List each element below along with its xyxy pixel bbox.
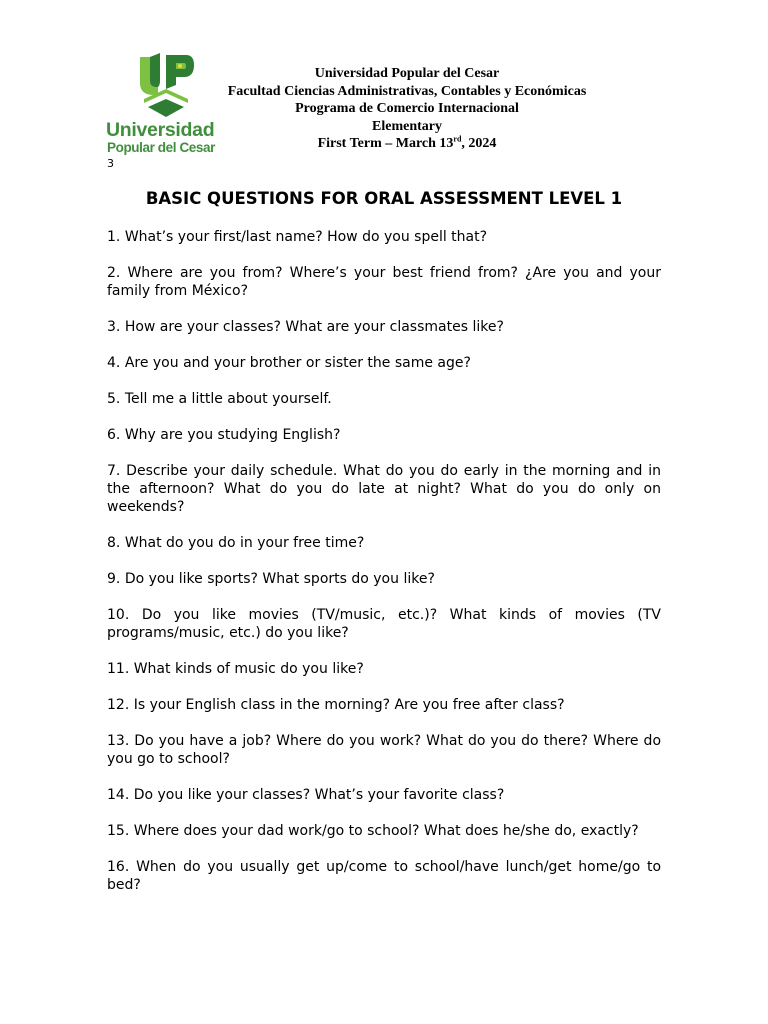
- question-text: Do you have a job? Where do you work? What do you do there? Where do you go to school?: [107, 733, 662, 767]
- logo-wordmark-line1: Universidad: [106, 119, 215, 141]
- question-number: 7.: [107, 463, 121, 479]
- question-number: 1.: [107, 229, 121, 245]
- question-number: 2.: [107, 265, 121, 281]
- header-university: Universidad Popular del Cesar: [314, 66, 500, 81]
- page-number: 3: [107, 157, 114, 170]
- question-item: [107, 696, 661, 714]
- question-item: [107, 390, 661, 408]
- header-term: [200, 135, 614, 153]
- question-number: 13.: [107, 733, 130, 749]
- question-item: [107, 462, 661, 516]
- question-number: 6.: [107, 427, 121, 443]
- question-text: Do you like movies (TV/music, etc.)? What kinds of movies (TV programs/music, etc.) do you like?: [107, 607, 662, 641]
- question-number: 8.: [107, 535, 121, 551]
- question-item: [107, 822, 661, 840]
- question-number: 10.: [107, 607, 130, 623]
- question-text: Do you like your classes? What’s your favorite class?: [133, 787, 505, 803]
- header-level: Elementary: [372, 118, 442, 134]
- question-text: What do you do in your free time?: [124, 535, 365, 551]
- header-program: Programa de Comercio Internacional: [295, 101, 519, 117]
- question-number: 11.: [107, 661, 130, 677]
- question-item: [107, 570, 661, 588]
- header-faculty: Facultad Ciencias Administrativas, Contables y Económicas: [227, 83, 587, 99]
- question-text: Are you and your brother or sister the same age?: [124, 355, 471, 371]
- question-item: [107, 264, 661, 300]
- document-header: [200, 65, 614, 153]
- question-number: 16.: [107, 859, 130, 875]
- logo-wordmark-line2: Popular del Cesar: [107, 140, 215, 155]
- question-number: 12.: [107, 697, 130, 713]
- question-text: Do you like sports? What sports do you like?: [124, 571, 435, 587]
- question-text: Where are you from? Where’s your best friend from? ¿Are you and your family from México?: [107, 265, 661, 299]
- question-number: 3.: [107, 319, 121, 335]
- question-text: What’s your first/last name? How do you spell that?: [124, 229, 488, 245]
- question-item: [107, 228, 661, 246]
- question-number: 14.: [107, 787, 130, 803]
- university-emblem-icon: [136, 51, 196, 121]
- question-text: When do you usually get up/come to school/have lunch/get home/go to bed?: [107, 859, 662, 893]
- question-number: 4.: [107, 355, 121, 371]
- header-term-ordinal: rd: [453, 134, 462, 144]
- question-text: Describe your daily schedule. What do you do early in the morning and in the afternoon? What do you do late at night? What do you do only on weekends?: [107, 463, 661, 515]
- question-text: How are your classes? What are your classmates like?: [124, 319, 504, 335]
- question-item: [107, 858, 661, 894]
- question-item: [107, 318, 661, 336]
- question-text: Is your English class in the morning? Are you free after class?: [133, 697, 565, 713]
- question-item: [107, 786, 661, 804]
- question-item: [107, 732, 661, 768]
- question-text: Tell me a little about yourself.: [124, 391, 332, 407]
- question-item: [107, 426, 661, 444]
- question-item: [107, 660, 661, 678]
- question-number: 15.: [107, 823, 130, 839]
- question-item: [107, 606, 661, 642]
- question-item: [107, 354, 661, 372]
- question-text: What kinds of music do you like?: [133, 661, 364, 677]
- question-text: Why are you studying English?: [124, 427, 341, 443]
- question-item: [107, 534, 661, 552]
- question-text: Where does your dad work/go to school? What does he/she do, exactly?: [133, 823, 639, 839]
- questions-list: [107, 228, 661, 912]
- header-term-year: , 2024: [461, 136, 497, 152]
- question-number: 5.: [107, 391, 121, 407]
- page-title: BASIC QUESTIONS FOR ORAL ASSESSMENT LEVEL 1: [145, 189, 623, 208]
- question-number: 9.: [107, 571, 121, 587]
- header-term-text: First Term – March 13: [317, 136, 454, 152]
